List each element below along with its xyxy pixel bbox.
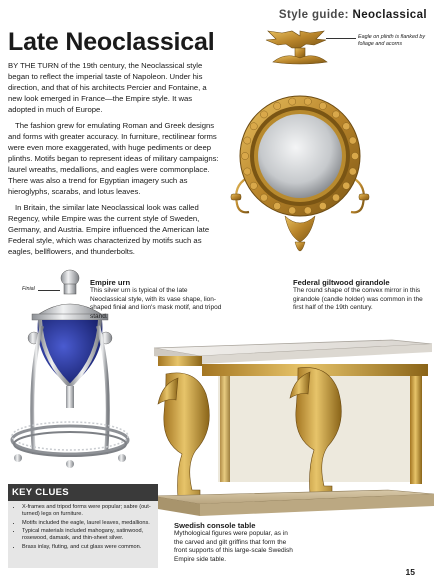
paragraph: In Britain, the similar late Neoclassical look was called Regency, while Empire was the current style of Sweden, Germany, and Austria. Empire influenced the American late Federal style, which was characterized by motifs such as eagles, bellflowers, and thunderbolts. xyxy=(8,203,210,256)
girandole-mirror-image xyxy=(225,28,375,298)
frame-ball xyxy=(260,111,267,118)
frame-ball xyxy=(244,137,251,144)
caption-text: Mythological figures were popular, as in the carved and gilt griffins that form the front supports of this large-scale Swedish Empire side table. xyxy=(174,530,293,563)
pendant-finial xyxy=(285,216,315,251)
caption-title: Empire urn xyxy=(90,278,131,287)
griffin-support xyxy=(158,373,209,498)
frame-ball xyxy=(332,194,339,201)
key-clues-list xyxy=(8,504,158,551)
frame-ball xyxy=(319,202,326,209)
frame-ball xyxy=(250,182,257,189)
frame-ball xyxy=(349,168,356,175)
page-number: 15 xyxy=(405,567,415,577)
frame-ball xyxy=(343,123,350,130)
urn-caption xyxy=(90,278,222,321)
paragraph: The fashion grew for emulating Roman and Greek designs and forms with greater accuracy. In furniture, rectilinear forms were even more exaggerated, with huge pediments or deep plinths. Motifs began to represent ideas of military campaigns: laurel wreaths, medallions, and eagles were commonplace. There was also a trend for Egyptian imagery such as hieroglyphs, scarabs, and lotus leaves. xyxy=(8,121,219,196)
frame-ball xyxy=(351,152,358,159)
frame-ball xyxy=(289,98,296,105)
list-item: • Brass inlay, fluting, and cut glass were common. xyxy=(22,544,154,551)
eagle-annotation: Eagle on plinth is flanked by foliage and acorns xyxy=(358,34,426,47)
frame-ball xyxy=(319,102,326,109)
console-table-image xyxy=(148,334,438,520)
frame-ball xyxy=(289,207,296,214)
frame-ball xyxy=(332,111,339,118)
annotation-leader xyxy=(38,290,60,291)
frame-ball xyxy=(260,194,267,201)
caption-title: Federal giltwood girandole xyxy=(293,278,390,287)
list-item: • Motifs included the eagle, laurel leaves, medallions. xyxy=(22,520,154,527)
annotation-leader xyxy=(326,38,356,39)
convex-mirror xyxy=(258,114,342,198)
key-clues-box xyxy=(8,484,158,568)
frame-ball xyxy=(274,202,281,209)
frame-ball xyxy=(304,98,311,105)
finial-annotation: Finial xyxy=(22,286,35,292)
caption-text: This silver urn is typical of the late Neoclassical style, with its vase shape, lion-shaped finial and lion's mask motif, and tripod stand. xyxy=(90,287,222,320)
candle-cup xyxy=(231,194,241,200)
caption-text: The round shape of the convex mirror in this girandole (candle holder) was common in the first half of the 19th century. xyxy=(293,287,423,312)
key-clues-heading: KEY CLUES xyxy=(8,484,158,501)
section-lead: Style guide: xyxy=(278,9,349,21)
eagle-crest xyxy=(266,31,327,64)
frame-ball xyxy=(244,168,251,175)
caption-title: Swedish console table xyxy=(174,521,256,530)
list-item: • X-frames and tripod forms were popular; sabre (out-turned) legs on furniture. xyxy=(22,504,154,518)
page-title: Late Neoclassical xyxy=(8,28,215,56)
frame-ball xyxy=(343,182,350,189)
lion-finial xyxy=(61,270,79,294)
list-item: • Typical materials included mahogany, satinwood, rosewood, damask, and thin-sheet silver. xyxy=(22,528,154,542)
watermark: 二九公社 xyxy=(339,512,431,534)
frame-ball xyxy=(349,137,356,144)
paragraph: BY THE TURN of the 19th century, the Neoclassical style began to reflect the imperial taste of Napoleon. Under his direction, and that of his architects Percier and Fontaine, a new look emerged in France—the Empire style. It was adopted in much of Europe. xyxy=(8,61,207,114)
frame-ball xyxy=(241,152,248,159)
section-label xyxy=(279,9,427,21)
section-name: Neoclassical xyxy=(352,9,427,21)
article-body xyxy=(8,60,222,262)
frame-ball xyxy=(250,123,257,130)
girandole-caption xyxy=(293,278,433,313)
frame-ball xyxy=(304,207,311,214)
frame-ball xyxy=(274,102,281,109)
console-caption xyxy=(174,521,298,564)
candle-cup xyxy=(359,194,369,200)
